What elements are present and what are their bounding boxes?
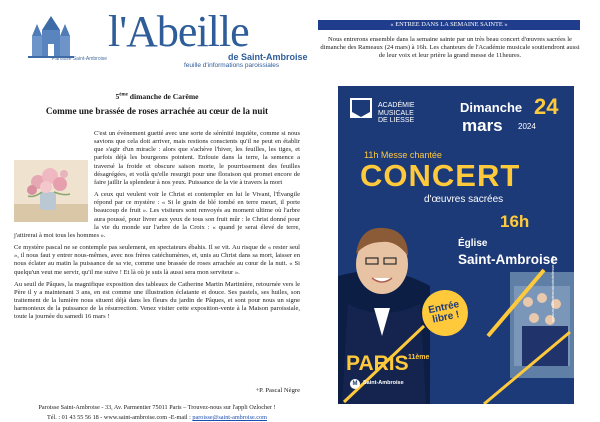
roses-painting-image — [14, 160, 88, 222]
article-paragraph: Au seuil de Pâques, la magnifique exposition des tableaux de Catherine Martin Martinière, retournée vers le Père il y a maintenant 3 ans, en est comme une illustration éclatante et douce. Ses pastels, ses huiles, son traitement de la lumière nous situent déjà dans les fleurs du jardin de Pâques, et sont pour nous un signe harmonieux de la puissance de la résurrection. Venez visiter cette exposition-vente à la Maison paroissiale, toute la journée du samedi 16 mars ! — [14, 280, 300, 321]
poster-mass-time: 11h Messe chantée — [364, 150, 442, 160]
poster-date-number: 24 — [534, 94, 559, 119]
poster-arrondissement: 11ème — [408, 354, 430, 361]
poster-concert-time: 16h — [500, 212, 530, 231]
free-entry-badge: Entrée libre ! — [418, 286, 473, 341]
article-headline: Comme une brassée de roses arrachée au cœur de la nuit — [45, 106, 269, 116]
poster-url: www.academiemusicaledeliesse.com — [550, 255, 555, 322]
footer-contact-text: Tél. : 01 43 55 56 18 - www.saint-ambroise.com -E-mail : — [47, 414, 193, 421]
footer-address: Paroisse Saint-Ambroise - 33, Av. Parmentier 75011 Paris – Trouvez-nous sur l'appli Ozlocher ! — [38, 404, 276, 411]
parish-logo-text: Paroisse Saint-Ambroise — [52, 56, 108, 62]
sunday-number: 5 — [115, 92, 120, 101]
poster-concert-title: CONCERT — [360, 158, 521, 193]
poster-day: Dimanche — [460, 100, 523, 115]
academy-line-1: ACADÉMIE — [378, 102, 415, 109]
liturgical-date — [14, 92, 300, 101]
article-paragraph — [14, 130, 300, 187]
poster-year: 2024 — [518, 122, 536, 131]
newsletter-subtitle: de Saint-Ambroise — [228, 52, 308, 62]
poster-logo-name: Saint-Ambroise — [363, 380, 404, 386]
poster-church-name: Saint-Ambroise — [458, 252, 558, 267]
poster-works: d'œuvres sacrées — [424, 194, 504, 205]
article-body — [14, 130, 300, 325]
academy-line-3: DE LIESSE — [378, 117, 415, 124]
article-paragraph: A ceux qui veulent voir le Christ et contempler en lui le Vivant, l'Évangile répond par ce mystère : « Si le grain de blé tombé en terre meurt, il porte beaucoup de fruit ». Les visiteurs sont renvoyés au moment ultime où l'arbre aura poussé, pour livrer aux yeux de tous son fruit mûr : le Christ donné pour la vie du monde sur l'arbre de la Croix : « quand je serai élevé de terre, j'attirerai à moi tous les hommes ». — [14, 191, 300, 239]
article-signature: +P. Pascal Nègre — [255, 387, 300, 394]
academy-line-2: MUSICALE — [378, 109, 414, 117]
article-paragraph: Ce mystère pascal ne se contemple pas seulement, en spectateurs ébahis. Il se vit. Au risque de « rester seul », il nous faut y entrer nous-mêmes, avec nos frères catéchumènes, et, unis au Christ dans sa mort, laisser en nous éclater au matin la puissance de sa vie, comme une brassée de roses arrachée au cœur de la nuit. « Si quelqu'un veut me servir, qu'il me suive ! Et là où je suis là aussi sera mon serviteur ». — [14, 244, 300, 276]
newsletter-title: l'Abeille — [108, 7, 249, 56]
sunday-label: dimanche de Carême — [127, 92, 199, 101]
saint-ambroise-logo-icon: M — [350, 379, 360, 389]
sunday-ordinal: ème — [119, 92, 128, 98]
newsletter-column — [14, 6, 308, 421]
masthead — [14, 6, 308, 69]
poster-month: mars — [462, 116, 503, 135]
concert-poster — [338, 86, 574, 404]
announcement-banner: « ENTREE DANS LA SEMAINE SAINTE » — [318, 20, 580, 30]
poster-city: PARIS — [346, 352, 409, 375]
email-link[interactable]: paroisse@saint-ambroise.com — [192, 414, 267, 421]
poster-eglise-label: Église — [458, 238, 488, 249]
academy-name — [378, 102, 415, 125]
newsletter-tagline: feuille d'informations paroissiales — [184, 62, 280, 69]
announcement-text: Nous entrerons ensemble dans la semaine sainte par un très beau concert d'œuvres sacrées le dimanche des Rameaux (24 mars) à 16h. Les chanteurs de l'Académie musicale soutiendront aussi de leur voix et leur prière la grand messe de 11heures. — [320, 36, 580, 59]
footer-contact — [14, 414, 300, 421]
article-paragraph-text: C'est un évènement guetté avec une sorte de sérénité inquiète, comme si nous savions que cela doit arriver, mais restions conscients qu'il ne peut en établir que s'agir d'un miracle : alors que s'achève l'hiver, les feuilles, les tiges, et parfois déjà les bourgeons pointent. Enfouie dans la terre, la semence a traversé la froide et obscure saison morte, le pourrissement des feuilles désagrégées, et voilà qu'elle resurgit pour une floraison qui promet encore de faire jaillir la splendeur à nos yeux. Puissance de la vie à travers la mort — [94, 130, 300, 186]
